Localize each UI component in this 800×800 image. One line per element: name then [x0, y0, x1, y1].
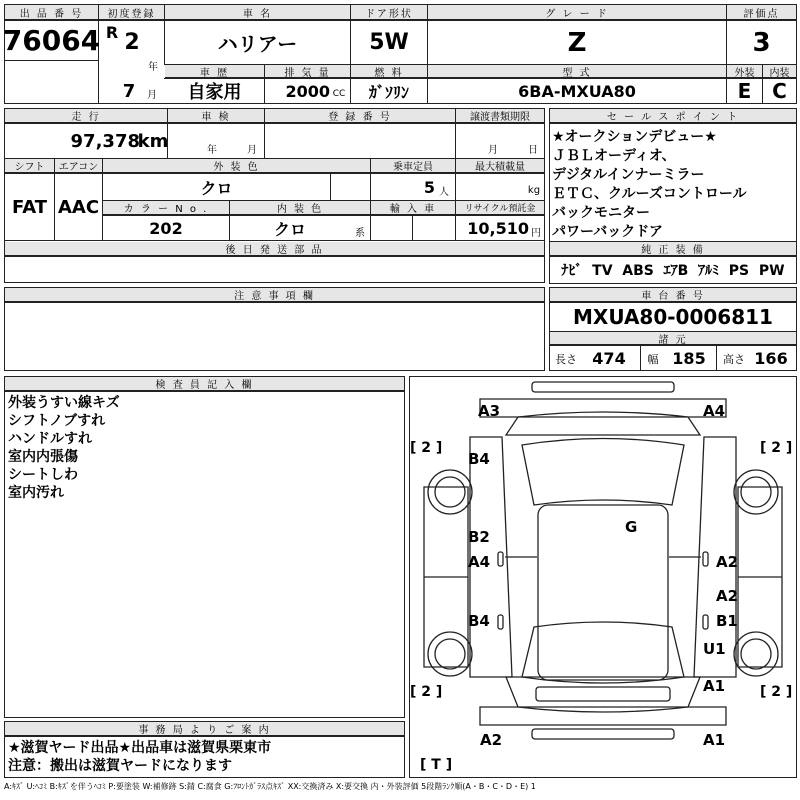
inspection-month-unit: 月 — [247, 144, 257, 156]
reg-year: 2 — [124, 29, 140, 55]
mileage-unit: km — [137, 130, 169, 152]
displacement-header: 排 気 量 — [265, 65, 350, 78]
lot-number: 76064 — [2, 24, 101, 57]
recycle-header: リサイクル預託金 — [456, 201, 544, 215]
damage-mark: A2 — [716, 587, 739, 605]
tire-mark: [ 2 ] — [760, 684, 793, 700]
history-header: 車 歴 — [165, 65, 264, 78]
height-label: 高さ — [723, 353, 745, 366]
car-name: ハリアー — [217, 32, 298, 56]
tire-mark: [ 2 ] — [410, 684, 443, 700]
chassis-number: MXUA80-0006811 — [573, 305, 773, 329]
capacity: 5 — [423, 177, 435, 197]
capacity-unit: 人 — [439, 186, 449, 198]
shift-type: FAT — [11, 197, 48, 218]
era: R — [105, 22, 119, 42]
damage-mark: A1 — [703, 731, 726, 749]
reg-no-header: 登 録 番 号 — [265, 109, 455, 123]
damage-mark: B4 — [468, 450, 490, 468]
inspector-header: 検 査 員 記 入 欄 — [5, 377, 404, 391]
height-value: 166 — [754, 348, 788, 368]
length-label: 長さ — [555, 353, 577, 366]
car-name-header: 車 名 — [165, 5, 350, 20]
transfer-day-unit: 日 — [528, 144, 538, 156]
mileage: 97,378 — [70, 130, 140, 152]
selling-points: ★オークションデビュー★ ＪＢＬオーディオ、 デジタルインナーミラー ＥＴＣ、クルーズコントロール バックモニター パワーバックドア — [552, 129, 747, 240]
interior-color-header: 内 装 色 — [230, 201, 370, 215]
genuine-equipment: ﾅﾋﾞ TV ABS ｴｱB ｱﾙﾐ PS PW — [561, 263, 785, 279]
max-load-unit: kg — [527, 184, 541, 196]
displacement: 2000 — [285, 81, 330, 101]
damage-mark: A3 — [478, 402, 501, 420]
tire-mark: [ 2 ] — [760, 440, 793, 456]
width-value: 185 — [672, 348, 706, 368]
car-diagram — [410, 377, 796, 777]
tire-mark: [ T ] — [420, 757, 453, 773]
recycle-unit: 円 — [531, 227, 541, 239]
chassis-header: 車 台 番 号 — [550, 288, 796, 302]
first-reg-header: 初度登録 — [99, 5, 164, 20]
inspector-notes: 外装うすい線キズ シフトノブすれ ハンドルすれ 室内内張傷 シートしわ 室内汚れ — [8, 395, 120, 501]
specs-header: 諸 元 — [550, 332, 796, 345]
exterior-color: クロ — [200, 178, 233, 198]
max-load-header: 最大積載量 — [456, 159, 544, 173]
office-notes: ★滋賀ヤード出品★出品車は滋賀県栗東市 注意：搬出は滋賀ヤードになります — [8, 740, 272, 774]
selling-points-header: セ ー ル ス ポ イ ン ト — [550, 109, 796, 123]
shift-header: シフト — [5, 159, 54, 173]
capacity-header: 乗車定員 — [371, 159, 455, 173]
damage-mark: A2 — [716, 553, 739, 571]
door-type: 5W — [369, 30, 409, 55]
grade-header: グ レ ー ド — [428, 5, 726, 20]
reg-month-unit: 月 — [147, 89, 157, 101]
score: 3 — [752, 27, 771, 58]
aircon-header: エアコン — [55, 159, 102, 173]
tire-mark: [ 2 ] — [410, 440, 443, 456]
exterior-grade-header: 外装 — [727, 65, 762, 78]
fuel-header: 燃 料 — [351, 65, 427, 78]
damage-mark: G — [625, 518, 638, 536]
door-header: ドア形状 — [351, 5, 427, 20]
damage-mark: B2 — [468, 528, 490, 546]
width-label: 幅 — [647, 353, 659, 366]
grade: Z — [567, 27, 587, 58]
fuel-type: ｶﾞｿﾘﾝ — [368, 82, 409, 102]
damage-mark: B1 — [716, 612, 738, 630]
inspection-year-unit: 年 — [207, 144, 217, 156]
reg-year-unit: 年 — [148, 61, 158, 73]
color-number: 202 — [149, 219, 183, 238]
interior-color-unit: 系 — [355, 227, 365, 239]
interior-grade-header: 内装 — [763, 65, 796, 78]
damage-mark: A4 — [703, 402, 726, 420]
inspection-header: 車 検 — [168, 109, 264, 123]
aircon-type: AAC — [57, 197, 100, 218]
legend-text: A:ｷｽﾞ U:ﾍｺﾐ B:ｷｽﾞを伴うﾍｺﾐ P:要塗装 W:補修跡 S:錆 C:腐食 G:ﾌﾛﾝﾄｶﾞﾗｽ点ｷｽﾞ XX:交換済み X:要交換 内・外装評価 5段階ﾗﾝｸ順(A・B・C・D・E) 1 — [4, 782, 536, 791]
genuine-equipment-header: 純 正 装 備 — [550, 242, 796, 256]
model-code: 6BA-MXUA80 — [518, 81, 636, 101]
damage-mark: A2 — [480, 731, 503, 749]
notes-header: 注 意 事 項 欄 — [5, 288, 544, 302]
vehicle-history: 自家用 — [187, 82, 242, 103]
interior-grade: C — [772, 79, 787, 103]
exterior-grade: E — [737, 79, 752, 103]
transfer-deadline-header: 譲渡書類期限 — [456, 109, 544, 123]
recycle-deposit: 10,510 — [467, 219, 529, 238]
damage-mark: A1 — [703, 677, 726, 695]
damage-mark: B4 — [468, 612, 490, 630]
color-no-header: カ ラ ー N o . — [103, 201, 229, 215]
reg-month: 7 — [122, 80, 136, 102]
length-value: 474 — [592, 348, 626, 368]
model-code-header: 型 式 — [428, 65, 726, 78]
import-header: 輸 入 車 — [371, 201, 455, 215]
score-header: 評価点 — [727, 5, 796, 20]
damage-mark: U1 — [703, 640, 726, 658]
interior-color: クロ — [273, 220, 306, 239]
lot-no-header: 出 品 番 号 — [5, 5, 98, 20]
mileage-header: 走 行 — [5, 109, 167, 123]
damage-mark: A4 — [468, 553, 491, 571]
transfer-month-unit: 月 — [488, 144, 498, 156]
later-parts-header: 後 日 発 送 部 品 — [5, 242, 544, 256]
exterior-color-header: 外 装 色 — [103, 159, 370, 173]
displacement-unit: CC — [332, 89, 346, 99]
office-header: 事 務 局 よ り ご 案 内 — [5, 722, 404, 736]
